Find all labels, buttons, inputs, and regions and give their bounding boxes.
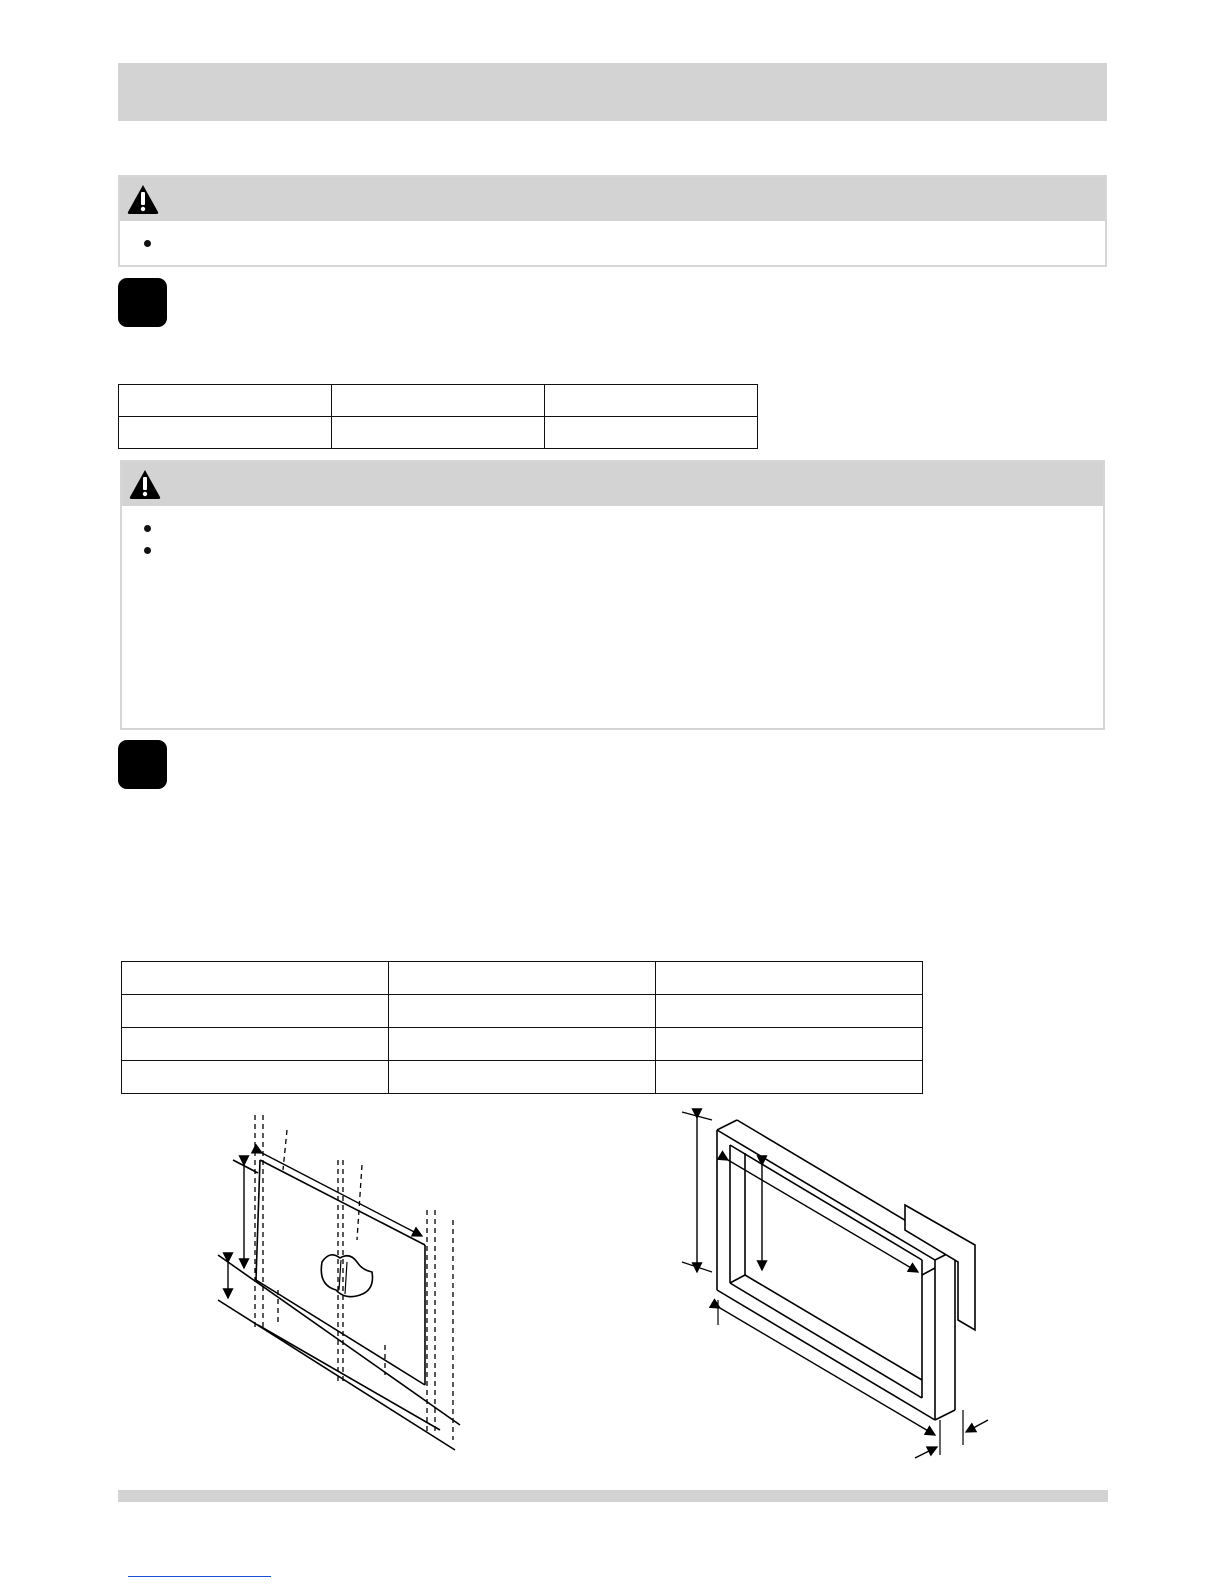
table-cell [122, 995, 389, 1028]
wall-opening-illustration [210, 1110, 480, 1460]
table-row [119, 417, 758, 449]
table-cell [545, 385, 758, 417]
table-cell [119, 385, 332, 417]
warning-triangle-icon [126, 183, 160, 215]
table-cell [656, 995, 923, 1028]
table-cell [122, 1061, 389, 1094]
warning-box-2 [120, 460, 1105, 730]
table-cell [389, 995, 656, 1028]
table-row [122, 995, 923, 1028]
footer-link-underline[interactable] [128, 1576, 271, 1577]
table-row [119, 385, 758, 417]
table-1 [118, 384, 758, 449]
bullet-dot [144, 525, 151, 532]
warning-box-1 [118, 175, 1107, 267]
warning-triangle-icon [128, 468, 162, 500]
table-cell [119, 417, 332, 449]
table-cell [122, 1028, 389, 1061]
step-badge-2 [118, 740, 167, 789]
warning-header [122, 462, 1103, 506]
bullet-dot [144, 547, 151, 554]
page-header-bar [118, 63, 1107, 121]
page-footer-bar [118, 1490, 1108, 1502]
table-cell [332, 385, 545, 417]
table-row [122, 1028, 923, 1061]
table-cell [332, 417, 545, 449]
table-cell [656, 1061, 923, 1094]
table-cell [389, 962, 656, 995]
table-row [122, 962, 923, 995]
sleeve-frame-illustration [670, 1105, 990, 1465]
table-cell [656, 1028, 923, 1061]
warning-header [120, 177, 1105, 221]
table-row [122, 1061, 923, 1094]
table-cell [545, 417, 758, 449]
table-cell [389, 1028, 656, 1061]
step-badge-1 [118, 278, 167, 327]
table-cell [389, 1061, 656, 1094]
table-cell [656, 962, 923, 995]
bullet-dot [144, 240, 151, 247]
table-2 [121, 961, 923, 1094]
table-cell [122, 962, 389, 995]
